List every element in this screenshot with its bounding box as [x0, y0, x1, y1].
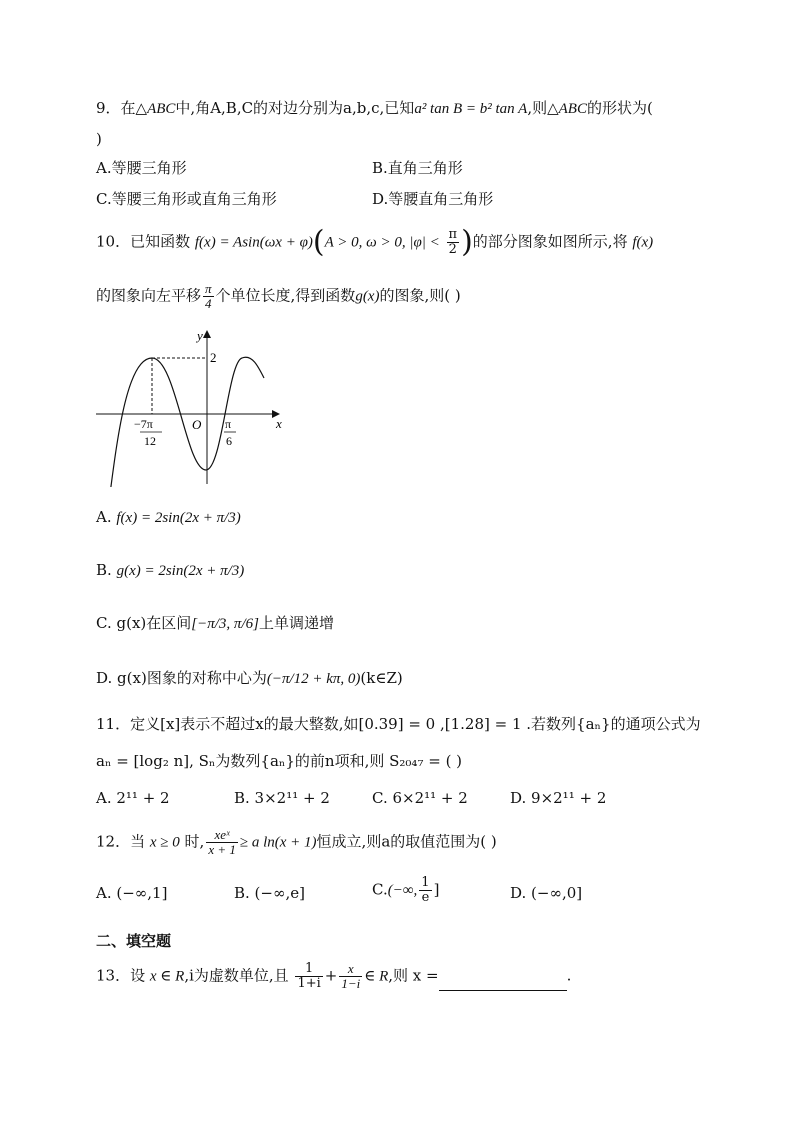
q10-text: 的部分图象如图所示,将	[472, 232, 628, 251]
x-axis-label: x	[276, 416, 282, 431]
q11-option-a[interactable]: A. 2¹¹ + 2	[96, 789, 170, 807]
y-axis-arrow	[203, 330, 211, 338]
q9-option-a[interactable]: A.等腰三角形	[96, 159, 187, 177]
q11-option-d[interactable]: D. 9×2¹¹ + 2	[510, 789, 607, 807]
q12-stem: 12．当 x ≥ 0 时, $\frac{\text{xeˣ}}{x + 1}$ ≥ a ln(x + 1)恒成立,则a的取值范围为( )	[96, 827, 497, 857]
q9-close: )	[96, 130, 102, 148]
q10-fx: f(x)	[632, 234, 654, 251]
q10-shift-text: 的图象向左平移	[96, 286, 202, 305]
q10-option-c[interactable]: C. g(x)在区间[−π/3, π/6]上单调递增	[96, 614, 334, 632]
triangle-label: △ABC	[135, 101, 176, 117]
q10-function: f(x) = Asin(ωx + φ)	[194, 234, 313, 251]
q10-number: 10．已知函数	[96, 232, 191, 251]
q11-stem-2: aₙ = [log₂ n], Sₙ为数列{aₙ}的前n项和,则 S₂₀₄₇ = ( )	[96, 752, 463, 770]
one-over-e: $\frac{1}{e}$	[421, 875, 430, 905]
q13-stem: 13．设 x ∈ R,i为虚数单位,且 $\frac{1}{1+i}$ + $\frac{x}{1-i}$ ∈ R,则 x = .	[96, 961, 572, 991]
q12-option-b[interactable]: B. (−∞,e]	[234, 884, 305, 902]
q12-condition: x ≥ 0	[149, 834, 180, 851]
q10-option-d[interactable]: D. g(x)图象的对称中心为(−π/12 + kπ, 0)(k∈Z)	[96, 669, 403, 687]
tick-right-num: π	[225, 417, 232, 431]
q10-text-2: 个单位长度,得到函数	[215, 286, 356, 305]
pi-over-2: $\frac{\pi}{2}$	[448, 227, 458, 257]
triangle-label-2: △ABC	[547, 101, 587, 117]
q10-option-c-interval: [−π/3, π/6]	[191, 616, 259, 632]
q11-stem: 11．定义[x]表示不超过x的最大整数,如[0.39] = 0 ,[1.28] = 1 .若数列{aₙ}的通项公式为	[96, 715, 701, 733]
q12-fraction: $\frac{\text{xeˣ}}{x + 1}$	[208, 827, 236, 857]
right-paren: )	[461, 224, 473, 260]
q13-fraction-2: $\frac{x}{1-i}$	[341, 961, 361, 991]
q12-number: 12．当	[96, 832, 146, 851]
q12-option-d[interactable]: D. (−∞,0]	[510, 884, 583, 902]
q10-option-b[interactable]: B. g(x) = 2sin(2x + π/3)	[96, 561, 245, 579]
q9-text: 中,角A,B,C的对边分别为a,b,c,已知	[175, 99, 415, 117]
q9-option-c[interactable]: C.等腰三角形或直角三角形	[96, 190, 277, 208]
q11-option-b[interactable]: B. 3×2¹¹ + 2	[234, 789, 330, 807]
q9-number: 9．在	[96, 99, 136, 117]
q11-option-c[interactable]: C. 6×2¹¹ + 2	[372, 789, 468, 807]
function-graph	[90, 322, 290, 487]
pi-over-4: $\frac{\pi}{4}$	[205, 281, 212, 311]
q10-stem-2	[96, 282, 461, 311]
tick-left-num: −7π	[134, 417, 153, 431]
y-axis-label: y	[197, 328, 203, 343]
left-paren: (	[312, 224, 325, 260]
q9-stem	[96, 97, 653, 120]
q12-option-c[interactable]: C.(−∞, $\frac{1}{e}$ ]	[372, 875, 440, 905]
q13-condition: x ∈ R	[149, 968, 185, 985]
q12-option-a[interactable]: A. (−∞,1]	[96, 884, 168, 902]
q9-text-2: ,则	[527, 99, 548, 117]
q13-number: 13．设	[96, 966, 146, 985]
q9-option-b[interactable]: B.直角三角形	[372, 159, 463, 177]
max-value-label: 2	[210, 350, 217, 365]
q9-condition: a² tan B = b² tan A	[414, 101, 528, 117]
q10-option-a-expr: f(x) = 2sin(2x + π/3)	[116, 510, 241, 526]
section-heading: 二、填空题	[96, 932, 172, 950]
q10-option-a[interactable]: A. f(x) = 2sin(2x + π/3)	[96, 508, 241, 526]
q10-gx: g(x)	[355, 288, 380, 305]
q10-option-d-center: (−π/12 + kπ, 0)	[266, 671, 361, 687]
q13-fraction-1: $\frac{1}{1+i}$	[297, 961, 321, 991]
q9-text-3: 的形状为(	[586, 99, 653, 117]
tick-left-den: 12	[144, 434, 156, 448]
q10-stem	[96, 224, 654, 260]
answer-blank[interactable]	[439, 974, 567, 991]
q10-condition: A > 0, ω > 0, |φ| <	[324, 234, 440, 251]
q10-option-b-expr: g(x) = 2sin(2x + π/3)	[116, 563, 245, 579]
q10-text-3: 的图象,则( )	[379, 286, 461, 305]
q9-option-d[interactable]: D.等腰直角三角形	[372, 190, 494, 208]
q12-inequality: ≥ a ln(x + 1)	[239, 834, 317, 851]
tick-right-den: 6	[226, 434, 232, 448]
origin-label: O	[192, 417, 202, 432]
